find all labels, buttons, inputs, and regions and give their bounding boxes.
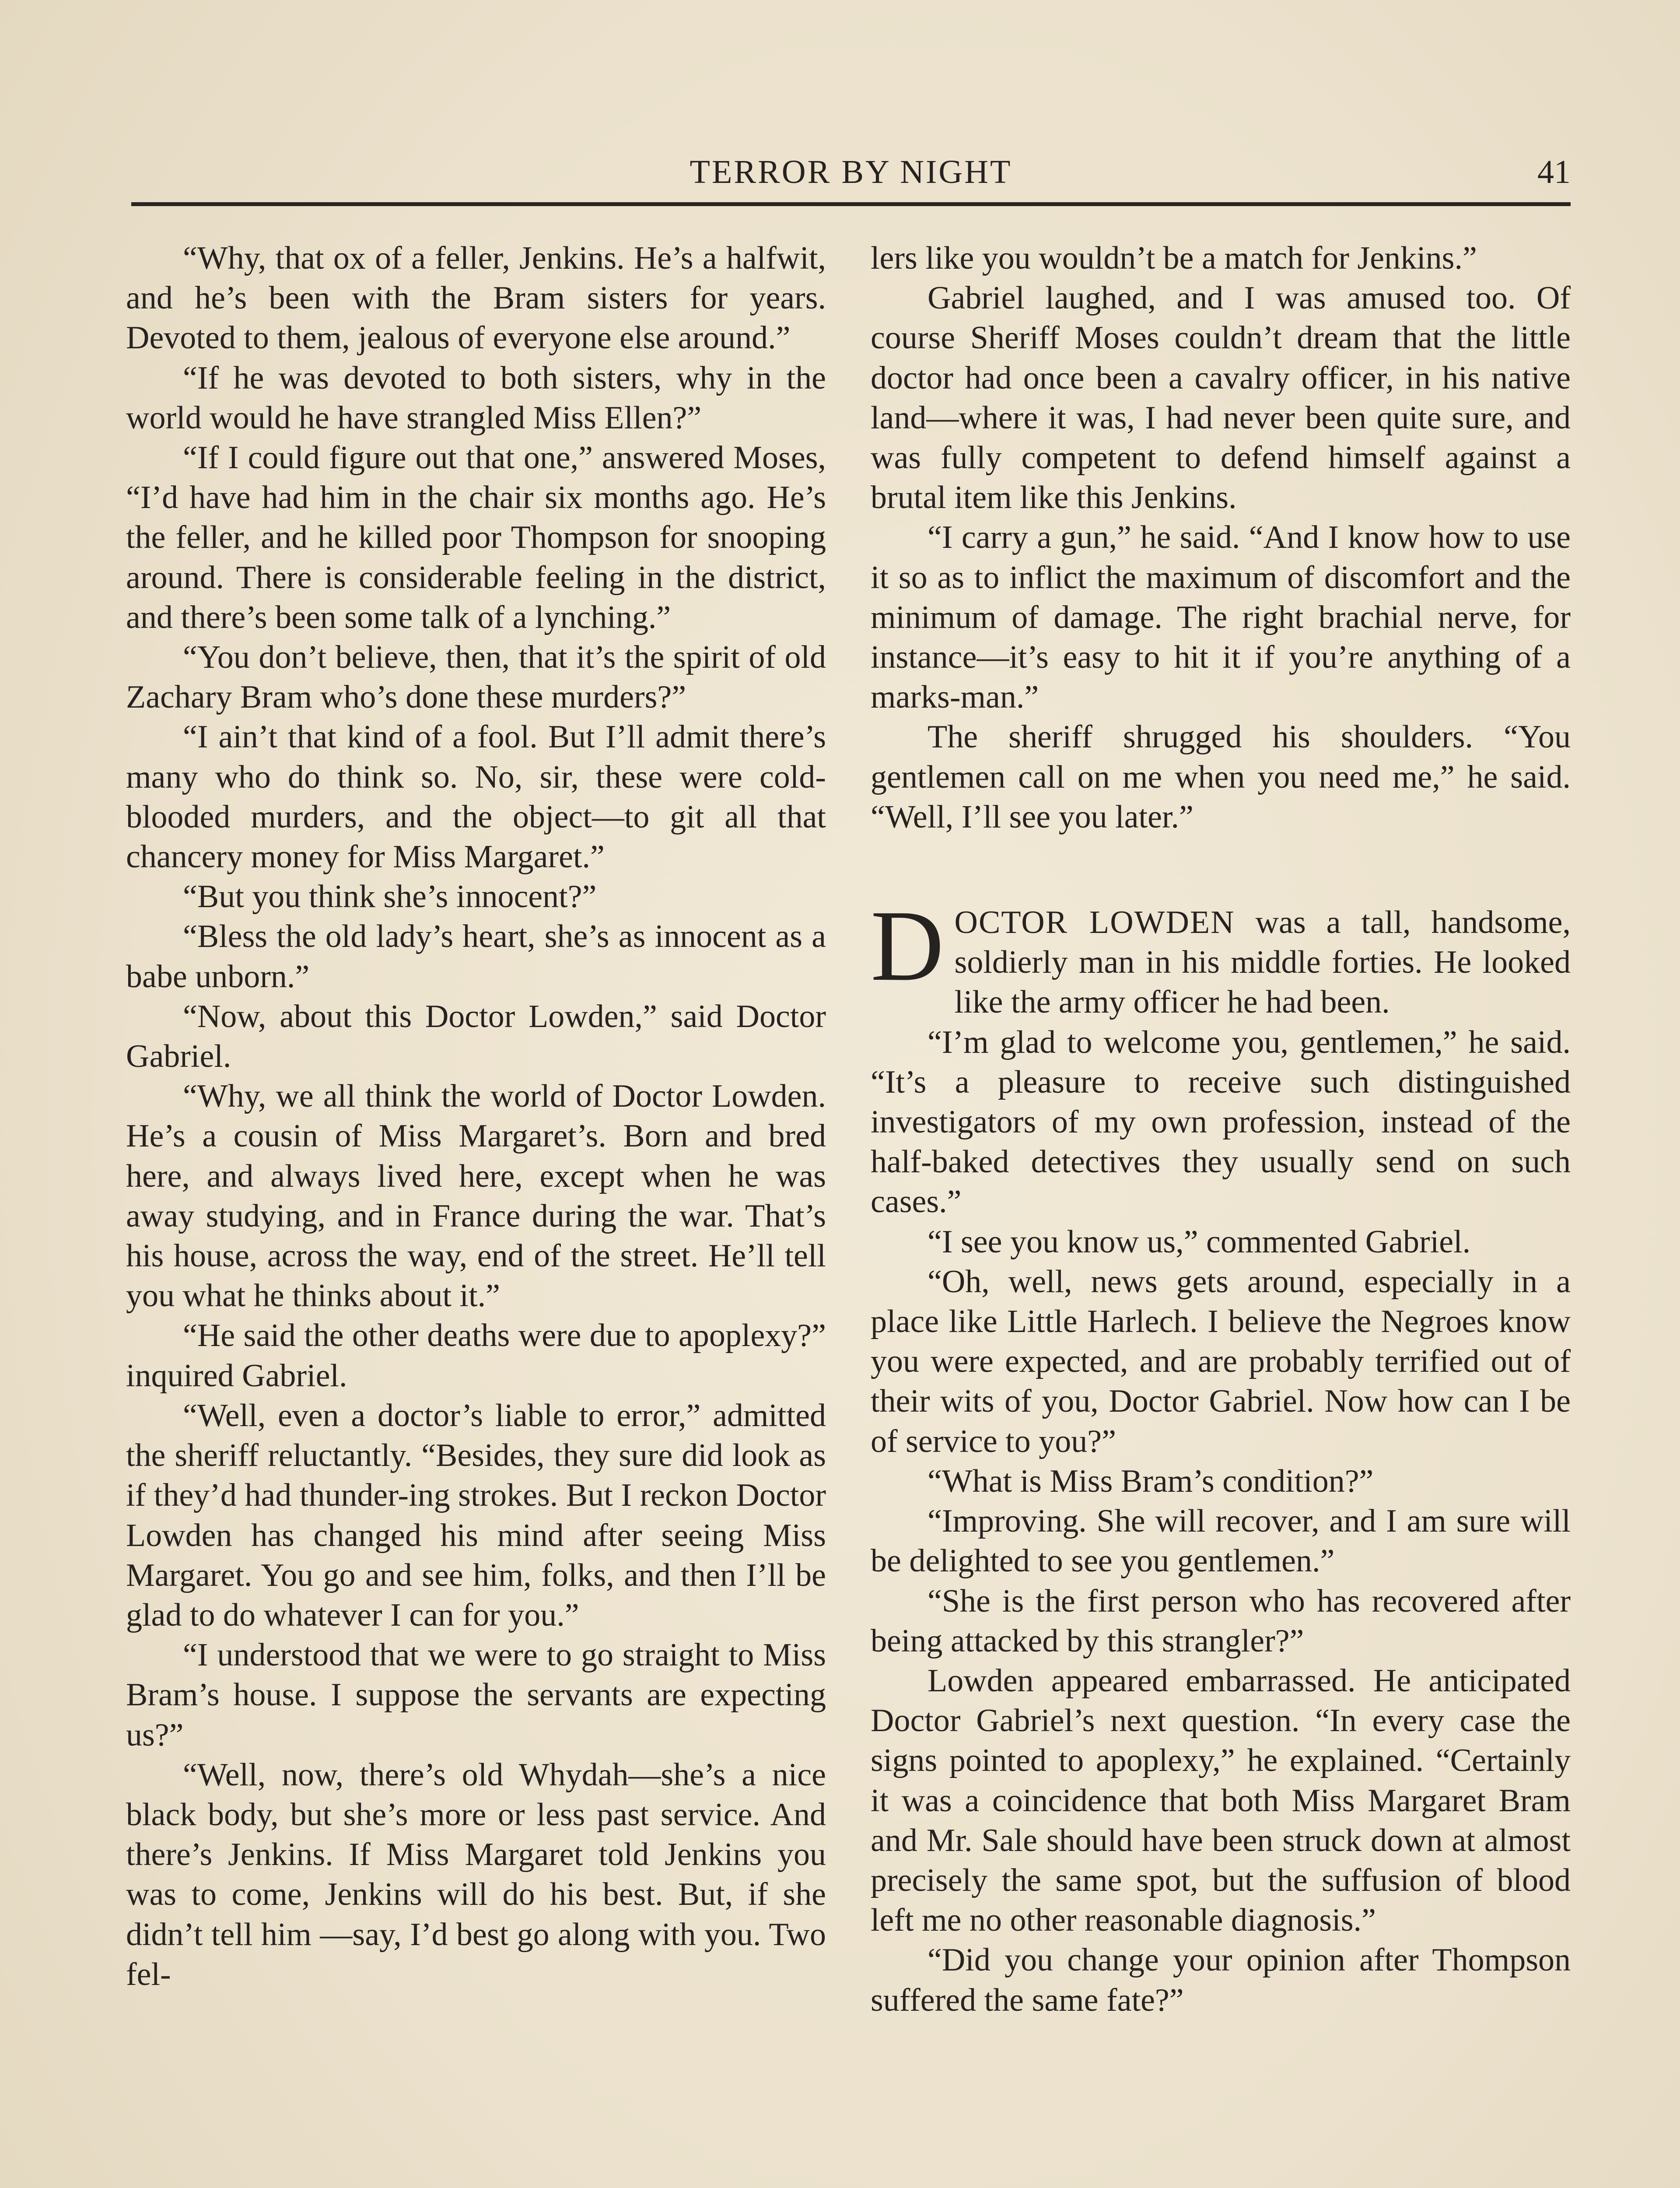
- paragraph: “Oh, well, news gets around, especially in a place like Little Harlech. I believe the Negroes know you were expected, and are probably terrified out of their wits of you, Doctor Gabriel. Now how can I be of service to you?”: [871, 1263, 1571, 1459]
- paragraph: “He said the other deaths were due to apoplexy?” inquired Gabriel.: [126, 1318, 826, 1394]
- paragraph: “Well, even a doctor’s liable to error,” admitted the sheriff reluctantly. “Besides, they sure did look as if they’d had thunder-ing strokes. But I reckon Doctor Lowden has changed his mind after seeing Miss Margaret. You go and see him, folks, and then I’ll be glad to do whatever I can for you.”: [126, 1397, 826, 1633]
- paragraph: “If I could figure out that one,” answered Moses, “I’d have had him in the chair six months ago. He’s the feller, and he killed poor Thompson for snooping around. There is considerable feeling in the district, and there’s been some talk of a lynching.”: [126, 440, 826, 635]
- paragraph: Gabriel laughed, and I was amused too. Of course Sheriff Moses couldn’t dream that the little doctor had once been a cavalry officer, in his native land—where it was, I had never been quite sure, and was fully competent to defend himself against a brutal item like this Jenkins.: [871, 280, 1571, 516]
- left-column: [126, 238, 826, 2188]
- section-opening-paragraph: [871, 890, 1571, 1023]
- paragraph: “What is Miss Bram’s condition?”: [928, 1463, 1374, 1499]
- paragraph: “If he was devoted to both sisters, why in the world would he have strangled Miss Ellen?”: [126, 360, 826, 436]
- paragraph: “Improving. She will recover, and I am sure will be delighted to see you gentlemen.”: [871, 1503, 1571, 1579]
- paragraph: “She is the first person who has recovered after being attacked by this strangler?”: [871, 1583, 1571, 1659]
- drop-cap: D: [871, 890, 944, 1003]
- right-column: [871, 238, 1571, 2188]
- paragraph: “Did you change your opinion after Thompson suffered the same fate?”: [871, 1942, 1571, 2018]
- paragraph: “I’m glad to welcome you, gentlemen,” he said. “It’s a pleasure to receive such distinguished investigators of my own profession, instead of the half-baked detectives they usually send on such cases.”: [871, 1024, 1571, 1220]
- paragraph: “You don’t believe, then, that it’s the spirit of old Zachary Bram who’s done these murders?”: [126, 639, 826, 715]
- running-title: TERROR BY NIGHT: [690, 154, 1012, 190]
- paragraph: “I ain’t that kind of a fool. But I’ll admit there’s many who do think so. No, sir, these were cold-blooded murders, and the object—to git all that chancery money for Miss Margaret.”: [126, 719, 826, 875]
- paragraph: “Now, about this Doctor Lowden,” said Doctor Gabriel.: [126, 998, 826, 1075]
- paragraph: “But you think she’s innocent?”: [183, 879, 597, 915]
- paragraph: “Well, now, there’s old Whydah—she’s a nice black body, but she’s more or less past service. And there’s Jenkins. If Miss Margaret told Jenkins you was to come, Jenkins will do his best. But, if she didn’t tell him —say, I’d best go along with you. Two fel-: [126, 1757, 826, 1992]
- section-opening-text: was a tall, handsome, soldierly man in his middle forties. He looked like the army officer he had been.: [954, 905, 1571, 1020]
- paragraph: “Bless the old lady’s heart, she’s as innocent as a babe unborn.”: [126, 919, 826, 995]
- page-header: [131, 144, 1571, 210]
- paragraph: “Why, that ox of a feller, Jenkins. He’s a halfwit, and he’s been with the Bram sisters for years. Devoted to them, jealous of everyone else around.”: [126, 240, 826, 356]
- paragraph: The sheriff shrugged his shoulders. “You gentlemen call on me when you need me,” he said. “Well, I’ll see you later.”: [871, 719, 1571, 835]
- text-columns: [126, 238, 1571, 2188]
- paragraph: “I carry a gun,” he said. “And I know how to use it so as to inflict the maximum of discomfort and the minimum of damage. The right brachial nerve, for instance—it’s easy to hit it if you’re anything of a marks-man.”: [871, 519, 1571, 715]
- paragraph: “I see you know us,” commented Gabriel.: [928, 1224, 1471, 1260]
- paragraph: “Why, we all think the world of Doctor Lowden. He’s a cousin of Miss Margaret’s. Born and bred here, and always lived here, except when he was away studying, and in France during the war. That’s his house, across the way, end of the street. He’ll tell you what he thinks about it.”: [126, 1078, 826, 1314]
- paragraph: Lowden appeared embarrassed. He anticipated Doctor Gabriel’s next question. “In every case the signs pointed to apoplexy,” he explained. “Certainly it was a coincidence that both Miss Margaret Bram and Mr. Sale should have been struck down at almost precisely the same spot, but the suffusion of blood left me no other reasonable diagnosis.”: [871, 1662, 1571, 1939]
- small-caps-lead: OCTOR LOWDEN: [954, 905, 1235, 941]
- paragraph: “I understood that we were to go straight to Miss Bram’s house. I suppose the servants are expecting us?”: [126, 1637, 826, 1753]
- header-rule: [131, 202, 1571, 206]
- paragraph-continuation: lers like you wouldn’t be a match for Jenkins.”: [871, 240, 1477, 276]
- page-number: 41: [1537, 154, 1571, 190]
